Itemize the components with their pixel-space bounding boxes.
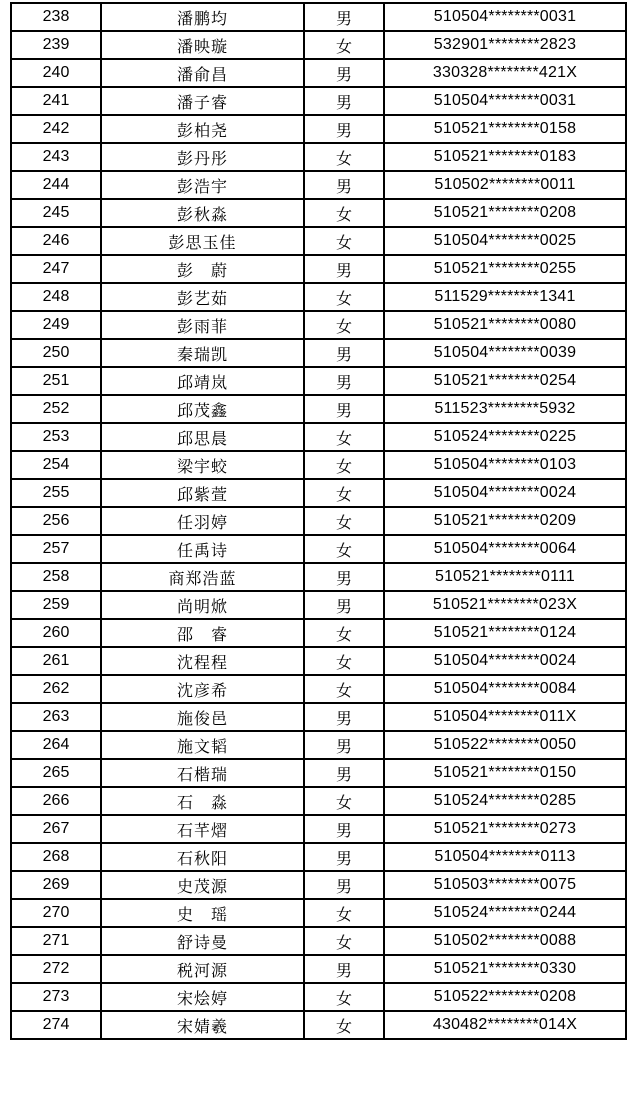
gender-cell: 女 [304, 423, 384, 451]
gender-cell: 女 [304, 647, 384, 675]
gender-cell: 女 [304, 619, 384, 647]
id-number-cell: 510504********011X [384, 703, 626, 731]
table-row [11, 815, 626, 843]
id-number-cell: 510521********0183 [384, 143, 626, 171]
row-number-cell: 266 [11, 787, 101, 815]
table-row [11, 115, 626, 143]
row-number-cell: 254 [11, 451, 101, 479]
student-name-cell: 石 淼 [101, 787, 304, 815]
id-number-cell: 510524********0244 [384, 899, 626, 927]
gender-cell: 女 [304, 451, 384, 479]
table-row [11, 899, 626, 927]
student-name-cell: 任羽婷 [101, 507, 304, 535]
row-number-cell: 261 [11, 647, 101, 675]
row-number-cell: 274 [11, 1011, 101, 1039]
student-name-cell: 宋婧羲 [101, 1011, 304, 1039]
row-number-cell: 251 [11, 367, 101, 395]
id-number-cell: 510521********0208 [384, 199, 626, 227]
roster-sheet [10, 2, 627, 1040]
row-number-cell: 250 [11, 339, 101, 367]
table-row [11, 227, 626, 255]
id-number-cell: 510504********0039 [384, 339, 626, 367]
student-name-cell: 沈彦希 [101, 675, 304, 703]
student-name-cell: 潘映璇 [101, 31, 304, 59]
student-name-cell: 邱紫萱 [101, 479, 304, 507]
table-row [11, 1011, 626, 1039]
gender-cell: 女 [304, 507, 384, 535]
table-row [11, 619, 626, 647]
table-row [11, 787, 626, 815]
row-number-cell: 249 [11, 311, 101, 339]
id-number-cell: 511523********5932 [384, 395, 626, 423]
gender-cell: 女 [304, 31, 384, 59]
row-number-cell: 263 [11, 703, 101, 731]
row-number-cell: 243 [11, 143, 101, 171]
row-number-cell: 241 [11, 87, 101, 115]
gender-cell: 男 [304, 563, 384, 591]
id-number-cell: 510504********0025 [384, 227, 626, 255]
gender-cell: 女 [304, 199, 384, 227]
row-number-cell: 271 [11, 927, 101, 955]
table-row [11, 87, 626, 115]
table-row [11, 255, 626, 283]
table-row [11, 59, 626, 87]
id-number-cell: 510504********0024 [384, 479, 626, 507]
table-row [11, 843, 626, 871]
row-number-cell: 259 [11, 591, 101, 619]
table-row [11, 731, 626, 759]
row-number-cell: 240 [11, 59, 101, 87]
id-number-cell: 510504********0024 [384, 647, 626, 675]
id-number-cell: 510521********0158 [384, 115, 626, 143]
id-number-cell: 510524********0285 [384, 787, 626, 815]
student-name-cell: 彭浩宇 [101, 171, 304, 199]
student-name-cell: 任禹诗 [101, 535, 304, 563]
table-row [11, 423, 626, 451]
row-number-cell: 272 [11, 955, 101, 983]
row-number-cell: 267 [11, 815, 101, 843]
id-number-cell: 510502********0011 [384, 171, 626, 199]
gender-cell: 女 [304, 927, 384, 955]
gender-cell: 女 [304, 983, 384, 1011]
student-name-cell: 邵 睿 [101, 619, 304, 647]
gender-cell: 男 [304, 171, 384, 199]
student-name-cell: 沈程程 [101, 647, 304, 675]
id-number-cell: 510521********0254 [384, 367, 626, 395]
student-name-cell: 邱思晨 [101, 423, 304, 451]
id-number-cell: 510503********0075 [384, 871, 626, 899]
id-number-cell: 510521********0255 [384, 255, 626, 283]
row-number-cell: 270 [11, 899, 101, 927]
student-name-cell: 邱茂鑫 [101, 395, 304, 423]
row-number-cell: 246 [11, 227, 101, 255]
table-row [11, 563, 626, 591]
gender-cell: 男 [304, 703, 384, 731]
table-row [11, 339, 626, 367]
student-name-cell: 石芊熠 [101, 815, 304, 843]
table-row [11, 647, 626, 675]
gender-cell: 男 [304, 3, 384, 31]
table-row [11, 703, 626, 731]
row-number-cell: 257 [11, 535, 101, 563]
student-name-cell: 税河源 [101, 955, 304, 983]
id-number-cell: 510521********023X [384, 591, 626, 619]
gender-cell: 男 [304, 591, 384, 619]
gender-cell: 男 [304, 815, 384, 843]
id-number-cell: 510521********0209 [384, 507, 626, 535]
row-number-cell: 269 [11, 871, 101, 899]
table-row [11, 675, 626, 703]
gender-cell: 男 [304, 339, 384, 367]
table-row [11, 955, 626, 983]
table-row [11, 759, 626, 787]
student-name-cell: 舒诗曼 [101, 927, 304, 955]
gender-cell: 男 [304, 59, 384, 87]
id-number-cell: 511529********1341 [384, 283, 626, 311]
row-number-cell: 265 [11, 759, 101, 787]
gender-cell: 男 [304, 843, 384, 871]
id-number-cell: 510521********0150 [384, 759, 626, 787]
row-number-cell: 252 [11, 395, 101, 423]
table-row [11, 927, 626, 955]
gender-cell: 男 [304, 759, 384, 787]
table-row [11, 199, 626, 227]
id-number-cell: 330328********421X [384, 59, 626, 87]
gender-cell: 女 [304, 787, 384, 815]
gender-cell: 女 [304, 675, 384, 703]
id-number-cell: 510521********0330 [384, 955, 626, 983]
row-number-cell: 244 [11, 171, 101, 199]
table-row [11, 507, 626, 535]
id-number-cell: 532901********2823 [384, 31, 626, 59]
gender-cell: 女 [304, 143, 384, 171]
gender-cell: 女 [304, 283, 384, 311]
student-name-cell: 史茂源 [101, 871, 304, 899]
gender-cell: 男 [304, 367, 384, 395]
row-number-cell: 245 [11, 199, 101, 227]
table-row [11, 871, 626, 899]
table-row [11, 311, 626, 339]
student-name-cell: 彭艺茹 [101, 283, 304, 311]
gender-cell: 女 [304, 535, 384, 563]
student-name-cell: 潘子睿 [101, 87, 304, 115]
table-row [11, 983, 626, 1011]
gender-cell: 男 [304, 115, 384, 143]
row-number-cell: 239 [11, 31, 101, 59]
id-number-cell: 510504********0031 [384, 87, 626, 115]
id-number-cell: 510504********0031 [384, 3, 626, 31]
student-name-cell: 邱靖岚 [101, 367, 304, 395]
row-number-cell: 256 [11, 507, 101, 535]
student-name-cell: 彭雨菲 [101, 311, 304, 339]
id-number-cell: 510522********0208 [384, 983, 626, 1011]
id-number-cell: 430482********014X [384, 1011, 626, 1039]
table-row [11, 283, 626, 311]
gender-cell: 男 [304, 955, 384, 983]
row-number-cell: 247 [11, 255, 101, 283]
table-row [11, 591, 626, 619]
gender-cell: 女 [304, 1011, 384, 1039]
student-name-cell: 潘鹏均 [101, 3, 304, 31]
gender-cell: 女 [304, 311, 384, 339]
student-name-cell: 秦瑞凯 [101, 339, 304, 367]
gender-cell: 女 [304, 479, 384, 507]
table-row [11, 451, 626, 479]
row-number-cell: 248 [11, 283, 101, 311]
id-number-cell: 510521********0111 [384, 563, 626, 591]
table-row [11, 3, 626, 31]
table-row [11, 143, 626, 171]
student-name-cell: 石秋阳 [101, 843, 304, 871]
id-number-cell: 510521********0080 [384, 311, 626, 339]
gender-cell: 女 [304, 227, 384, 255]
gender-cell: 男 [304, 395, 384, 423]
student-name-cell: 潘俞昌 [101, 59, 304, 87]
gender-cell: 男 [304, 255, 384, 283]
row-number-cell: 260 [11, 619, 101, 647]
row-number-cell: 264 [11, 731, 101, 759]
row-number-cell: 258 [11, 563, 101, 591]
id-number-cell: 510521********0124 [384, 619, 626, 647]
gender-cell: 男 [304, 871, 384, 899]
student-name-cell: 彭柏尧 [101, 115, 304, 143]
id-number-cell: 510504********0103 [384, 451, 626, 479]
row-number-cell: 268 [11, 843, 101, 871]
id-number-cell: 510502********0088 [384, 927, 626, 955]
row-number-cell: 253 [11, 423, 101, 451]
student-name-cell: 商郑浩蓝 [101, 563, 304, 591]
row-number-cell: 262 [11, 675, 101, 703]
table-row [11, 535, 626, 563]
student-name-cell: 彭思玉佳 [101, 227, 304, 255]
id-number-cell: 510522********0050 [384, 731, 626, 759]
table-row [11, 395, 626, 423]
student-name-cell: 施俊邑 [101, 703, 304, 731]
student-name-cell: 石楷瑞 [101, 759, 304, 787]
id-number-cell: 510504********0064 [384, 535, 626, 563]
id-number-cell: 510504********0113 [384, 843, 626, 871]
row-number-cell: 273 [11, 983, 101, 1011]
student-name-cell: 彭丹彤 [101, 143, 304, 171]
id-number-cell: 510521********0273 [384, 815, 626, 843]
id-number-cell: 510524********0225 [384, 423, 626, 451]
gender-cell: 女 [304, 899, 384, 927]
student-name-cell: 史 瑶 [101, 899, 304, 927]
student-name-cell: 彭 蔚 [101, 255, 304, 283]
table-row [11, 31, 626, 59]
row-number-cell: 242 [11, 115, 101, 143]
student-name-cell: 彭秋淼 [101, 199, 304, 227]
table-row [11, 367, 626, 395]
gender-cell: 男 [304, 87, 384, 115]
row-number-cell: 238 [11, 3, 101, 31]
id-number-cell: 510504********0084 [384, 675, 626, 703]
gender-cell: 男 [304, 731, 384, 759]
student-name-cell: 宋烩婷 [101, 983, 304, 1011]
student-name-cell: 尚明焮 [101, 591, 304, 619]
student-name-cell: 梁宇蛟 [101, 451, 304, 479]
roster-table [10, 2, 627, 1040]
row-number-cell: 255 [11, 479, 101, 507]
table-row [11, 479, 626, 507]
table-row [11, 171, 626, 199]
roster-table-body [11, 3, 626, 1039]
student-name-cell: 施文韬 [101, 731, 304, 759]
